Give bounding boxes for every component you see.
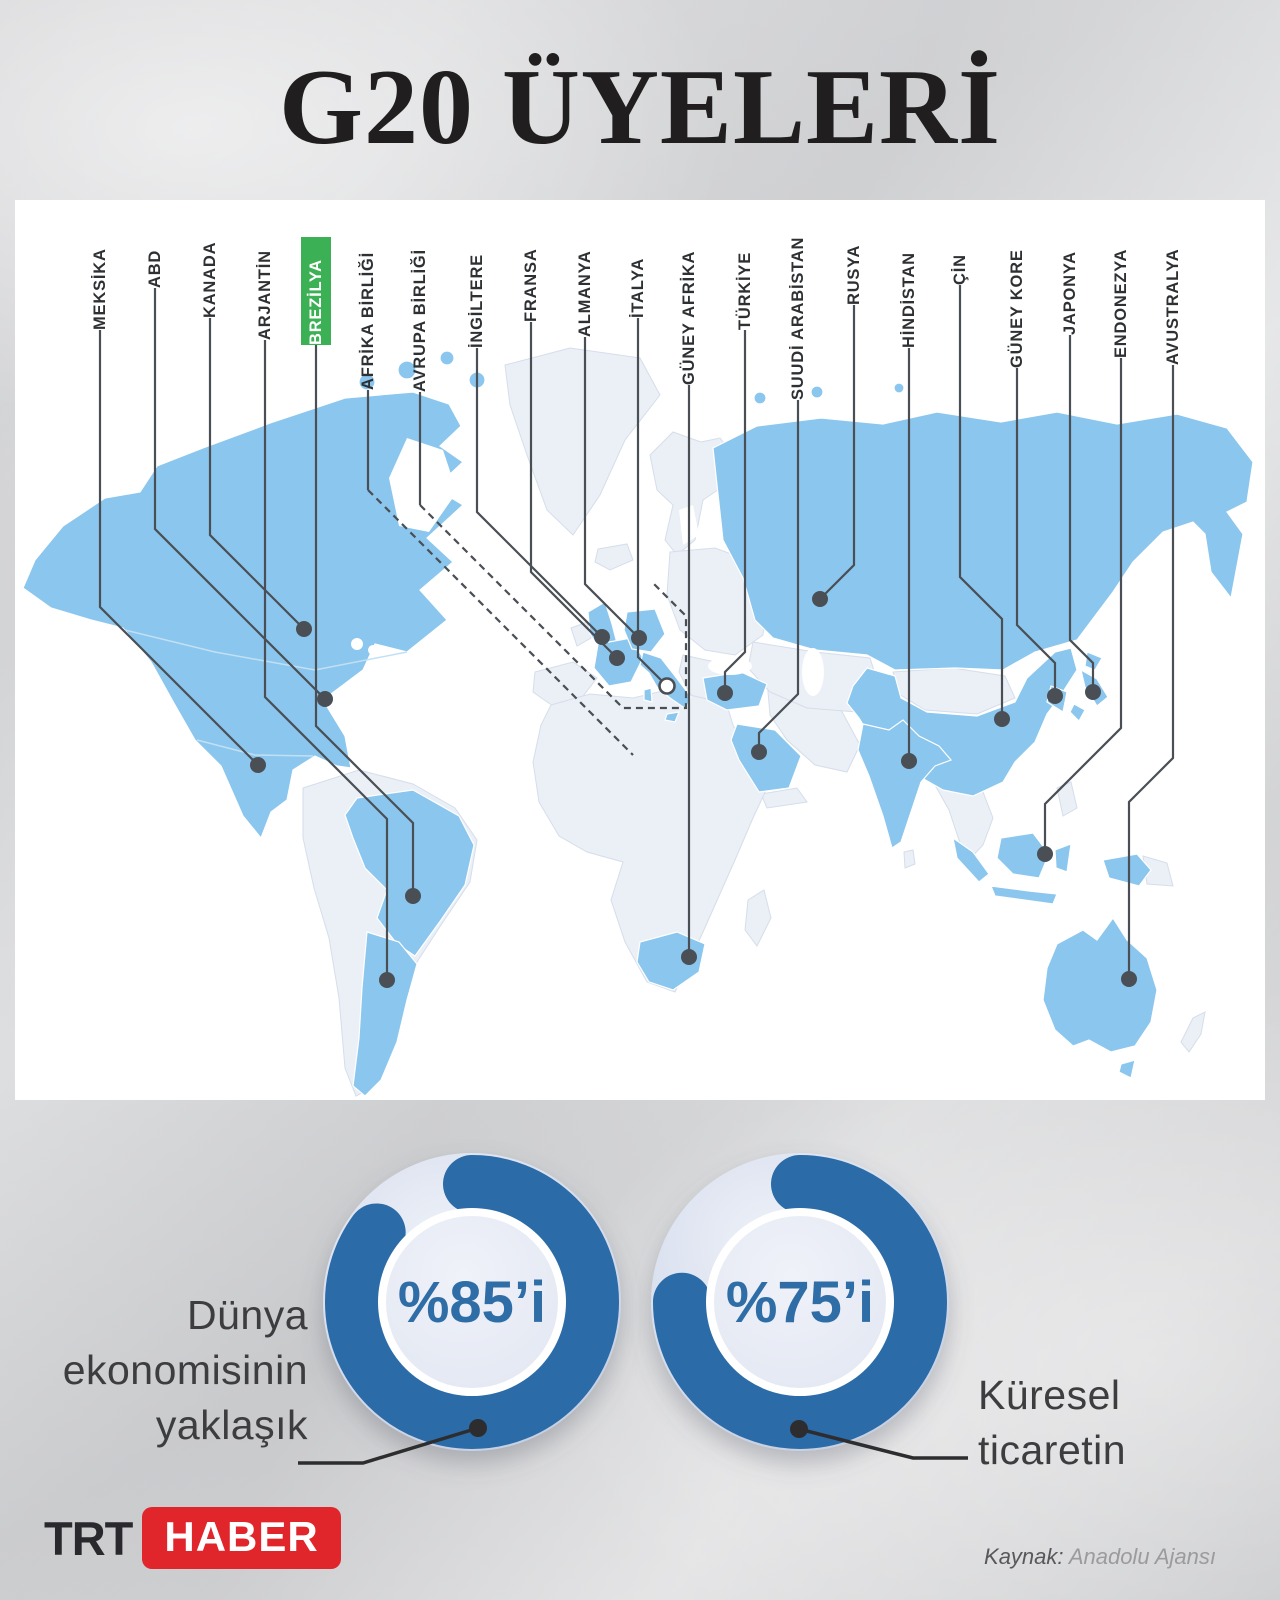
map-label-afrika-birligi: AFRİKA BİRLİĞİ — [359, 252, 377, 390]
caption-line: Dünya — [186, 1292, 308, 1338]
arctic-island — [754, 392, 766, 404]
country-italy-sardinia — [644, 688, 652, 702]
marker-indonesia — [1037, 846, 1053, 862]
source-label: Kaynak: — [984, 1544, 1064, 1569]
marker-canada — [296, 621, 312, 637]
map-label-hindistan: HİNDİSTAN — [900, 252, 918, 348]
arctic-island — [894, 383, 904, 393]
country-indonesia-sulawesi — [1055, 844, 1071, 872]
country-philippines — [1057, 782, 1077, 816]
map-label-rusya: RUSYA — [845, 244, 863, 305]
map-label-arjantin: ARJANTİN — [256, 250, 274, 340]
trt-logo-text: TRT — [44, 1511, 133, 1565]
marker-argentina — [379, 972, 395, 988]
connector-right-dot — [790, 1420, 808, 1438]
marker-mexico — [250, 757, 266, 773]
country-greenland — [505, 348, 660, 535]
country-ireland — [571, 622, 591, 646]
map-panel — [15, 200, 1265, 1100]
connector-left — [298, 1428, 478, 1463]
great-lake — [351, 638, 363, 650]
country-australia — [1043, 918, 1157, 1052]
caption-connectors — [0, 1380, 1280, 1510]
marker-south-korea — [1047, 688, 1063, 704]
donut-value-75: %75’i — [725, 1270, 875, 1335]
marker-russia — [812, 591, 828, 607]
map-label-endonezya: ENDONEZYA — [1112, 248, 1130, 358]
country-madagascar — [745, 890, 771, 946]
map-label-avrupa-birligi: AVRUPA BİRLİĞİ — [411, 249, 429, 392]
map-label-japonya: JAPONYA — [1061, 251, 1079, 335]
country-iceland — [595, 544, 633, 570]
trt-haber-logo — [44, 1508, 341, 1568]
map-label-almanya: ALMANYA — [576, 250, 594, 337]
marker-china — [994, 711, 1010, 727]
map-label-brezilya: BREZİLYA — [301, 237, 331, 345]
marker-saudi-arabia — [751, 744, 767, 760]
marker-south-africa — [681, 949, 697, 965]
marker-australia — [1121, 971, 1137, 987]
map-label-fransa: FRANSA — [522, 248, 540, 322]
donut-value-85: %85’i — [397, 1270, 547, 1335]
map-label-avustralya: AVUSTRALYA — [1164, 248, 1182, 365]
map-label-meksika: MEKSİKA — [91, 248, 109, 330]
country-new-zealand — [1181, 1012, 1205, 1052]
world-map — [15, 200, 1265, 1100]
map-label-ingiltere: İNGİLTERE — [468, 254, 486, 348]
marker-japan — [1085, 684, 1101, 700]
page-title: G20 ÜYELERİ — [278, 48, 1002, 167]
caption-line: yaklaşık — [155, 1402, 308, 1448]
map-label-guney-kore: GÜNEY KORE — [1008, 249, 1026, 368]
connector-right — [799, 1429, 968, 1458]
marker-usa — [317, 691, 333, 707]
map-label-kanada: KANADA — [201, 241, 219, 318]
map-label-turkiye: TÜRKİYE — [736, 251, 754, 330]
caption-line: Küresel — [978, 1372, 1121, 1418]
marker-eu-italy — [660, 679, 675, 694]
map-label-italya: İTALYA — [629, 257, 647, 318]
map-label-guney-afrika: GÜNEY AFRİKA — [680, 250, 698, 385]
marker-uk — [594, 629, 610, 645]
country-japan-kyushu — [1070, 704, 1085, 721]
great-lake — [368, 645, 378, 655]
source-credit — [984, 1544, 1216, 1570]
region-north-america — [23, 392, 463, 838]
arctic-island — [440, 351, 454, 365]
country-indonesia-java — [991, 886, 1057, 904]
marker-india — [901, 753, 917, 769]
country-australia-tasmania — [1119, 1060, 1135, 1078]
caption-line: ekonomisinin — [62, 1347, 308, 1393]
haber-logo-badge: HABER — [142, 1507, 340, 1569]
marker-brazil — [405, 888, 421, 904]
source-value: Anadolu Ajansı — [1068, 1544, 1216, 1569]
marker-france — [609, 650, 625, 666]
caption-line: ticaretin — [978, 1427, 1127, 1473]
map-label-abd: ABD — [146, 249, 164, 288]
connector-left-dot — [469, 1419, 487, 1437]
marker-turkey — [717, 685, 733, 701]
country-sri-lanka — [904, 850, 915, 868]
caspian-sea — [802, 648, 824, 696]
marker-germany — [631, 630, 647, 646]
map-label-cin: ÇİN — [951, 254, 969, 285]
map-label-suudi-arabistan: SUUDİ ARABİSTAN — [789, 236, 807, 400]
